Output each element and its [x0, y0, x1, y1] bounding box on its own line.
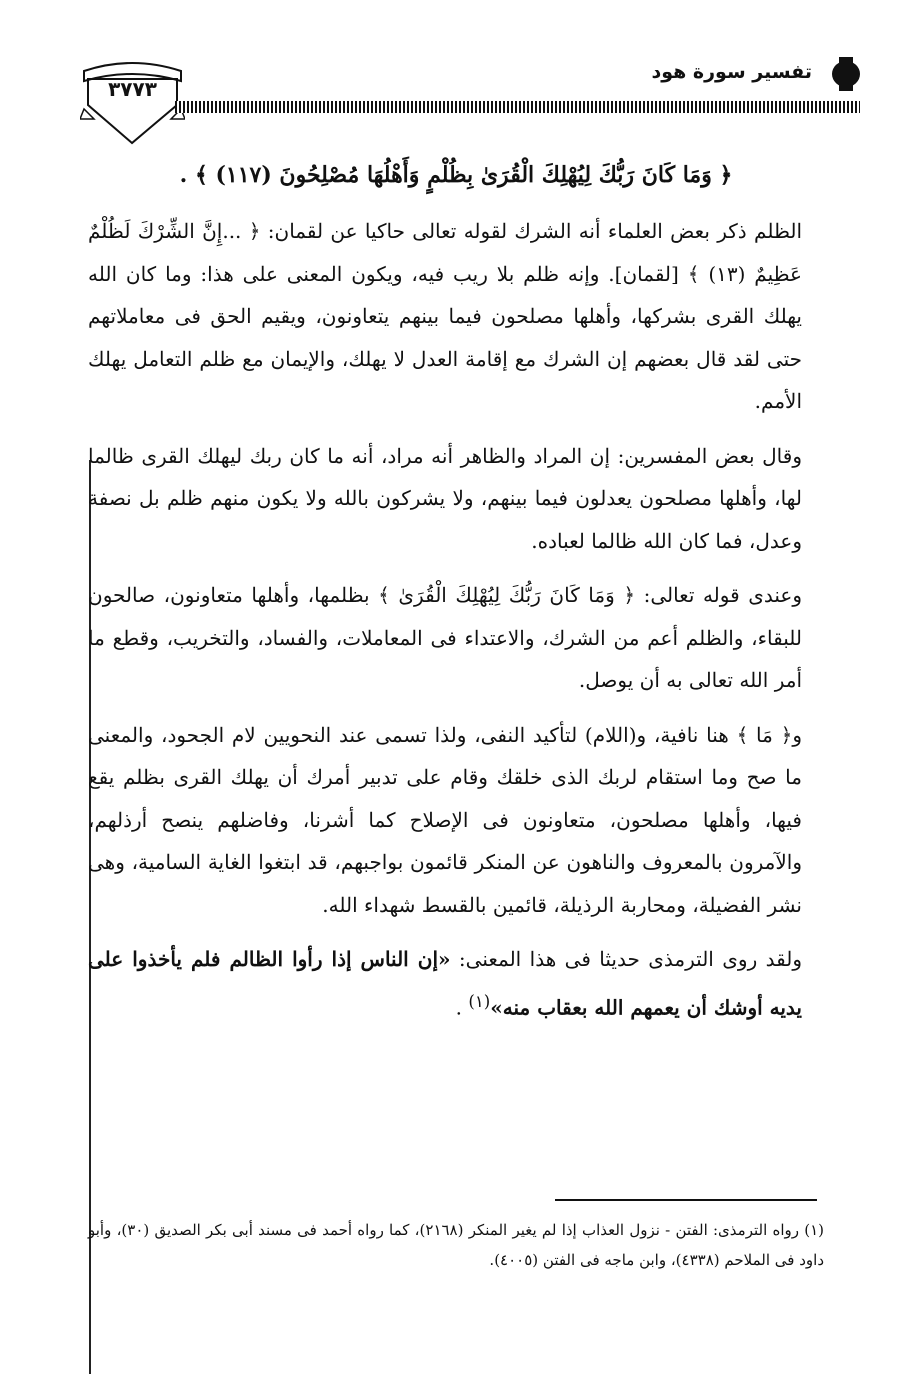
paragraph: الظلم ذكر بعض العلماء أنه الشرك لقوله تعالى حاكيا عن لقمان: ﴿ ...إِنَّ الشِّرْكَ لَظُلْمٌ عَظِيمٌ (١٣) ﴾ [لقمان]. وإنه ظلم بلا ريب فيه، ويكون المعنى على هذا: وما كان الله يهلك القرى بشركها، وأهلها مصلحون فيما بينهم يتعاونون، ويقيم الحق فى معاملاتهم حتى لقد قال بعضهم إن الشرك مع إقامة العدل لا يهلك، والإيمان مع ظلم التعامل يهلك الأمم.: [88, 219, 802, 413]
paragraph: وقال بعض المفسرين: إن المراد والظاهر أنه مراد، أنه ما كان ربك ليهلك القرى ظالما لها، وأهلها مصلحون يعدلون فيما بينهم، ولا يشركون بالله ولا يكون منهم ظلم بل نصفة وعدل، فما كان الله ظالما لعباده.: [88, 443, 802, 553]
header-rule: [175, 101, 860, 113]
paragraph-hadith: [88, 938, 824, 1029]
page-number-ornament: [80, 59, 185, 145]
page-body: [88, 150, 824, 1029]
hadith-tail: .: [455, 995, 469, 1020]
hadith-text: «إن الناس إذا رأوا الظالم فلم يأخذوا على يديه أوشك أن يعمهم الله بعقاب منه»: [88, 947, 802, 1020]
paragraph: وعندى قوله تعالى: ﴿ وَمَا كَانَ رَبُّكَ لِيُهْلِكَ الْقُرَىٰ ﴾ بظلمها، وأهلها متعاونون، صالحون للبقاء، والظلم أعم من الشرك، والاعتداء فى المعاملات، والفساد، والتخريب، وقطع ما أمر الله تعالى به أن يوصل.: [88, 583, 802, 692]
hadith-lead: ولقد روى الترمذى حديثا فى هذا المعنى:: [450, 947, 803, 971]
footnote-divider: [555, 1199, 817, 1201]
page-number: ٣٧٧٣: [108, 77, 157, 101]
footnote: (١) رواه الترمذى: الفتن - نزول العذاب إذا لم يغير المنكر (٢١٦٨)، كما رواه أحمد فى مسند أبى بكر الصديق (٣٠)، وأبو داود فى الملاحم (٤٣٣٨)، وابن ماجه فى الفتن (٤٠٠٥).: [88, 1221, 825, 1269]
paragraph: و﴿ مَا ﴾ هنا نافية، و(اللام) لتأكيد النفى، ولذا تسمى عند النحويين لام الجحود، والمعنى ما صح وما استقام لربك الذى خلقك وقام على تدبير أمرك أن يهلك القرى بظلم يقع فيها، وأهلها مصلحون، متعاونون فى الإصلاح كما أشرنا، وفاضلهم ينصح أرذلهم، والآمرون بالمعروف والناهون عن المنكر قائمون بواجبهم، قد ابتغوا الغاية السامية، وهى نشر الفضيلة، ومحاربة الرذيلة، قائمين بالقسط شهداء الله.: [88, 722, 802, 917]
running-title: تفسير سورة هود: [651, 61, 812, 83]
page-header: [80, 55, 860, 150]
flower-ornament-icon: [832, 61, 860, 87]
footnote-ref: (١): [468, 991, 491, 1011]
quran-verse: ﴿ وَمَا كَانَ رَبُّكَ لِيُهْلِكَ الْقُرَىٰ بِظُلْمٍ وَأَهْلُهَا مُصْلِحُونَ (١١٧) ﴾ .: [179, 162, 733, 188]
